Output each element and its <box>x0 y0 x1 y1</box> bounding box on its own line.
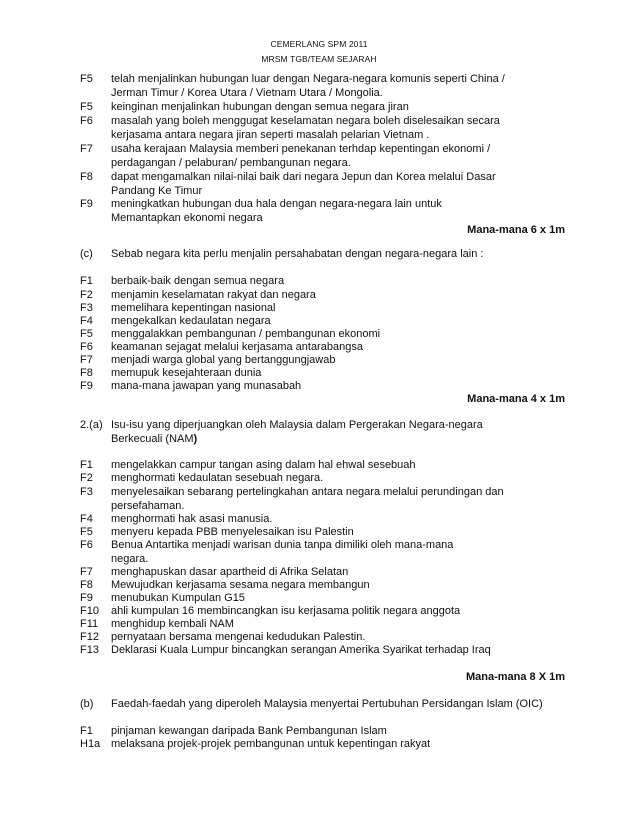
item-code: F6 <box>80 341 93 353</box>
item-text-cont: Jerman Timur / Korea Utara / Vietnam Utara / Mongolia. <box>111 87 383 99</box>
header-line-1: CEMERLANG SPM 2011 <box>270 39 368 49</box>
question-text: Isu-isu yang diperjuangkan oleh Malaysia dalam Pergerakan Negara-negara <box>111 419 483 431</box>
question-text-cont-main: Berkecuali (NAM <box>111 433 194 445</box>
item-code: F13 <box>80 644 99 656</box>
item-text: menghormati kedaulatan sesebuah negara. <box>111 472 324 484</box>
item-code: F4 <box>80 315 93 327</box>
item-text: mengelakkan campur tangan asing dalam hal ehwal sesebuah <box>111 459 416 471</box>
header-line-2: MRSM TGB/TEAM SEJARAH <box>261 54 377 64</box>
item-code: F9 <box>80 198 93 210</box>
item-text: meningkatkan hubungan dua hala dengan negara-negara lain untuk <box>111 198 442 210</box>
item-text: Mewujudkan kerjasama sesama negara membangun <box>111 579 370 591</box>
item-code: F1 <box>80 459 93 471</box>
item-code: F1 <box>80 275 93 287</box>
question-close-paren: ) <box>193 433 198 445</box>
score-label: Mana-mana 4 x 1m <box>467 393 565 405</box>
item-code: F2 <box>80 472 93 484</box>
question-text-cont <box>111 433 197 446</box>
item-code: F12 <box>80 631 99 643</box>
score-label: Mana-mana 8 X 1m <box>465 671 565 683</box>
item-text: Benua Antartika menjadi warisan dunia tanpa dimiliki oleh mana-mana <box>111 539 454 551</box>
item-text: memelihara kepentingan nasional <box>111 302 276 314</box>
item-code: F7 <box>80 354 93 366</box>
item-text: Deklarasi Kuala Lumpur bincangkan serangan Amerika Syarikat terhadap Iraq <box>111 644 491 656</box>
item-text-cont: Memantapkan ekonomi negara <box>111 212 263 224</box>
item-code: F5 <box>80 73 93 85</box>
item-code: F5 <box>80 101 93 113</box>
item-text-cont: kerjasama antara negara jiran seperti masalah pelarian Vietnam . <box>111 129 430 141</box>
question-text: Sebab negara kita perlu menjalin persahabatan dengan negara-negara lain : <box>111 248 484 260</box>
item-text: ahli kumpulan 16 membincangkan isu kerjasama politik negara anggota <box>111 605 461 617</box>
item-code: F9 <box>80 592 93 604</box>
item-code: F11 <box>80 618 99 630</box>
item-text: menghidup kembali NAM <box>111 618 234 630</box>
item-text: menyelesaikan sebarang pertelingkahan antara negara melalui perundingan dan <box>111 486 504 498</box>
item-text: berbaik-baik dengan semua negara <box>111 275 285 287</box>
item-code: F5 <box>80 526 93 538</box>
item-code: F8 <box>80 367 93 379</box>
item-code: F10 <box>80 605 99 617</box>
item-text: keamanan sejagat melalui kerjasama antarabangsa <box>111 341 363 353</box>
item-code: F3 <box>80 302 93 314</box>
item-text: menjadi warga global yang bertanggungjawab <box>111 354 336 366</box>
item-code: F1 <box>80 725 93 737</box>
item-text: menggalakkan pembangunan / pembangunan ekonomi <box>111 328 381 340</box>
item-code: F9 <box>80 380 93 392</box>
item-text: menjamin keselamatan rakyat dan negara <box>111 289 316 301</box>
item-text: usaha kerajaan Malaysia memberi penekanan terhdap kepentingan ekonomi / <box>111 143 491 155</box>
item-text: telah menjalinkan hubungan luar dengan Negara-negara komunis seperti China / <box>111 73 505 85</box>
item-text-cont: persefahaman. <box>111 500 185 512</box>
item-text-cont: perdagangan / pelaburan/ pembangunan negara. <box>111 157 351 169</box>
item-text: melaksana projek-projek pembangunan untuk kepentingan rakyat <box>111 738 431 750</box>
question-label: 2.(a) <box>80 419 103 431</box>
question-label: (b) <box>80 698 94 710</box>
item-code: F2 <box>80 289 93 301</box>
item-code: F8 <box>80 579 93 591</box>
item-text: menyeru kepada PBB menyelesaikan isu Palestin <box>111 526 354 538</box>
item-text-cont: Pandang Ke Timur <box>111 185 203 197</box>
item-code: F7 <box>80 143 93 155</box>
question-label: (c) <box>80 248 93 260</box>
item-code: F4 <box>80 513 93 525</box>
item-text: masalah yang boleh menggugat keselamatan negara boleh diselesaikan secara <box>111 115 500 127</box>
item-text-cont: negara. <box>111 553 149 565</box>
item-code: F8 <box>80 171 93 183</box>
item-code: F5 <box>80 328 93 340</box>
item-text: keinginan menjalinkan hubungan dengan semua negara jiran <box>111 101 409 113</box>
item-text: menghapuskan dasar apartheid di Afrika Selatan <box>111 566 349 578</box>
item-text: mengekalkan kedaulatan negara <box>111 315 271 327</box>
item-text: pernyataan bersama mengenai kedudukan Palestin. <box>111 631 366 643</box>
item-text: memupuk kesejahteraan dunia <box>111 367 262 379</box>
item-code: F6 <box>80 539 93 551</box>
score-label: Mana-mana 6 x 1m <box>467 224 565 236</box>
item-code: F3 <box>80 486 93 498</box>
item-code: H1a <box>80 738 101 750</box>
item-text: menghormati hak asasi manusia. <box>111 513 273 525</box>
item-text: pinjaman kewangan daripada Bank Pembangunan Islam <box>111 725 387 737</box>
item-code: F6 <box>80 115 93 127</box>
item-text: dapat mengamalkan nilai-nilai baik dari negara Jepun dan Korea melalui Dasar <box>111 171 496 183</box>
item-code: F7 <box>80 566 93 578</box>
item-text: mana-mana jawapan yang munasabah <box>111 380 302 392</box>
question-text: Faedah-faedah yang diperoleh Malaysia menyertai Pertubuhan Persidangan Islam (OIC) <box>111 698 543 710</box>
item-text: menubukan Kumpulan G15 <box>111 592 245 604</box>
